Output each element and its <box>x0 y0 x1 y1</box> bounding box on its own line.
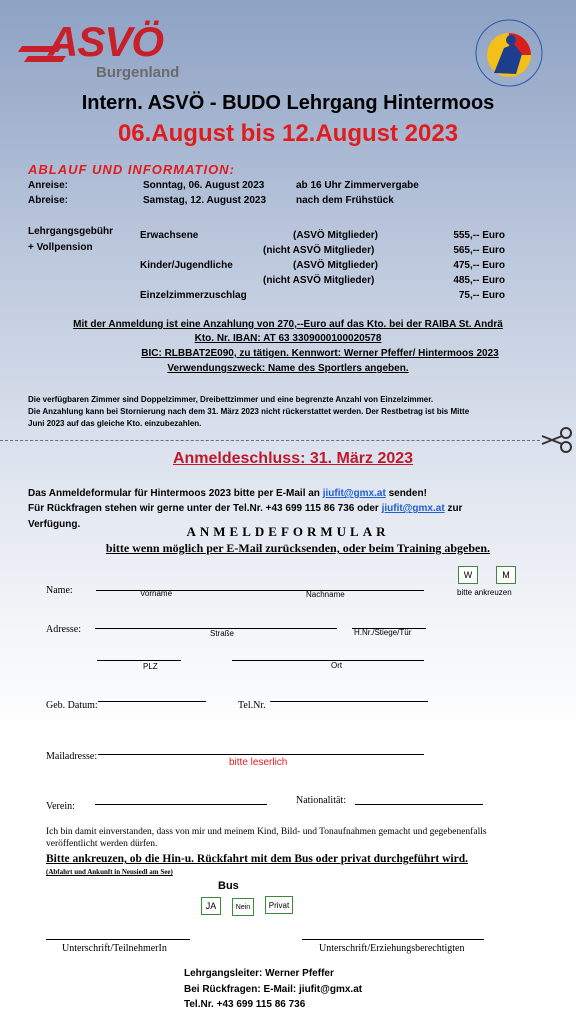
consent-text: Ich bin damit einverstanden, dass von mir und meinem Kind, Bild- und Tonaufnahmen gemacht und gegebenenfalls <box>46 827 487 837</box>
email-link[interactable]: jiufit@gmx.at <box>322 488 386 499</box>
fee-category: Erwachsene <box>140 230 199 241</box>
note-line: Juni 2023 auf das gleiche Kto. einzubezahlen. <box>28 419 202 428</box>
street-caption: Straße <box>210 629 235 638</box>
club-input[interactable] <box>95 804 267 805</box>
section-heading: ABLAUF UND INFORMATION: <box>28 162 235 177</box>
form-subheading: bitte wenn möglich per E-Mail zurücksenden, oder beim Training abgeben. <box>105 541 491 555</box>
departure-label: Abreise: <box>28 195 69 206</box>
contact-line-3: Verfügung. <box>28 519 81 530</box>
city-caption: Ort <box>331 661 343 670</box>
page-title: Intern. ASVÖ - BUDO Lehrgang Hintermoos <box>81 92 495 114</box>
fee-price: 475,-- Euro <box>453 260 505 271</box>
contact-text: zur <box>444 503 463 514</box>
bus-label: Bus <box>218 880 239 892</box>
logo-text: ASVÖ <box>48 18 164 65</box>
participant-signature-input[interactable] <box>46 939 190 940</box>
footer-line: Lehrgangsleiter: Werner Pfeffer <box>184 968 334 979</box>
house-number-caption: H.Nr./Stiege/Tür <box>354 628 412 637</box>
fee-price: 485,-- Euro <box>453 275 505 286</box>
contact-line-1 <box>28 488 427 499</box>
consent-text: veröffentlicht werden dürfen. <box>46 839 158 849</box>
arrival-date: Sonntag, 06. August 2023 <box>143 180 265 191</box>
bus-question: Bitte ankreuzen, ob die Hin-u. Rückfahrt mit dem Bus oder privat durchgeführt wird. <box>46 853 469 865</box>
zip-input[interactable] <box>97 660 181 661</box>
email-link[interactable]: jiufit@gmx.at <box>381 503 445 514</box>
departure-date: Samstag, 12. August 2023 <box>143 195 267 206</box>
arrival-label: Anreise: <box>28 180 69 191</box>
nationality-input[interactable] <box>355 804 483 805</box>
email-label: Mailadresse: <box>46 751 98 762</box>
participant-signature-caption: Unterschrift/TeilnehmerIn <box>62 943 167 954</box>
fee-category: Kinder/Jugendliche <box>140 260 233 271</box>
judo-fighter-emblem-icon <box>464 18 554 88</box>
address-label: Adresse: <box>46 624 81 635</box>
asvo-logo <box>18 20 178 82</box>
fee-price: 75,-- Euro <box>458 290 505 301</box>
fee-category: Einzelzimmerzuschlag <box>140 290 247 301</box>
note-line: Die verfügbaren Zimmer sind Doppelzimmer, Dreibettzimmer und eine begrenzte Anzahl von Einzelzimmer. <box>28 395 434 404</box>
vorname-caption: Vorname <box>140 589 173 598</box>
logo-subtext: Burgenland <box>96 64 180 81</box>
zip-caption: PLZ <box>143 662 158 671</box>
bus-note: (Abfahrt und Ankunft in Neusiedl am See) <box>46 868 173 876</box>
fee-membership: (nicht ASVÖ Mitglieder) <box>263 275 375 286</box>
email-input[interactable] <box>98 754 424 755</box>
birthdate-label: Geb. Datum: <box>46 700 98 711</box>
phone-label: Tel.Nr. <box>238 700 266 711</box>
city-input[interactable] <box>232 660 424 661</box>
legible-hint: bitte leserlich <box>229 757 288 768</box>
phone-input[interactable] <box>270 701 428 702</box>
payment-line: Mit der Anmeldung ist eine Anzahlung von 270,--Euro auf das Kto. bei der RAIBA St. Andrä <box>73 319 503 330</box>
guardian-signature-input[interactable] <box>302 939 484 940</box>
tick-hint: bitte ankreuzen <box>457 588 512 597</box>
footer-line: Tel.Nr. +43 699 115 86 736 <box>184 999 306 1010</box>
birthdate-input[interactable] <box>98 701 206 702</box>
contact-text: Das Anmeldeformular für Hintermoos 2023 bitte per E-Mail an <box>28 488 323 499</box>
fee-membership: (ASVÖ Mitglieder) <box>293 260 379 271</box>
payment-line: Kto. Nr. IBAN: AT 63 3309000100020578 <box>194 333 382 344</box>
nationality-label: Nationalität: <box>296 795 346 806</box>
fee-label: Lehrgangsgebühr <box>28 226 114 237</box>
form-heading: ANMELDEFORMULAR <box>186 524 390 539</box>
cut-line <box>0 440 540 441</box>
note-line: Die Anzahlung kann bei Stornierung nach dem 31. März 2023 nicht rückerstattet werden. Der Restbetrag ist bis Mitte <box>28 407 470 416</box>
fee-membership: (ASVÖ Mitglieder) <box>293 230 379 241</box>
gender-m-checkbox[interactable]: M <box>496 566 516 584</box>
private-travel-checkbox[interactable]: Privat <box>265 896 293 914</box>
fee-price: 565,-- Euro <box>453 245 505 256</box>
footer-line: Bei Rückfragen: E-Mail: jiufit@gmx.at <box>184 984 363 995</box>
fee-label-board: + Vollpension <box>28 242 93 253</box>
gender-w-checkbox[interactable]: W <box>458 566 478 584</box>
name-label: Name: <box>46 585 73 596</box>
payment-line: BIC: RLBBAT2E090, zu tätigen. Kennwort: Werner Pfeffer/ Hintermoos 2023 <box>141 348 499 359</box>
bus-yes-checkbox[interactable]: JA <box>201 897 221 915</box>
fee-membership: (nicht ASVÖ Mitglieder) <box>263 245 375 256</box>
departure-note: nach dem Frühstück <box>296 195 394 206</box>
contact-line-2 <box>28 503 462 514</box>
nachname-caption: Nachname <box>306 590 345 599</box>
contact-text: Für Rückfragen stehen wir gerne unter der Tel.Nr. +43 699 115 86 736 oder <box>28 503 382 514</box>
guardian-signature-caption: Unterschrift/Erziehungsberechtigten <box>319 943 465 954</box>
arrival-note: ab 16 Uhr Zimmervergabe <box>296 180 419 191</box>
registration-deadline: Anmeldeschluss: 31. März 2023 <box>172 450 414 467</box>
contact-text: senden! <box>385 488 427 499</box>
fee-price: 555,-- Euro <box>453 230 505 241</box>
club-label: Verein: <box>46 801 75 812</box>
bus-no-checkbox[interactable]: Nein <box>232 898 254 916</box>
payment-line: Verwendungszweck: Name des Sportlers angeben. <box>167 363 409 374</box>
budo-seal <box>464 18 554 88</box>
event-dates: 06.August bis 12.August 2023 <box>117 120 459 147</box>
